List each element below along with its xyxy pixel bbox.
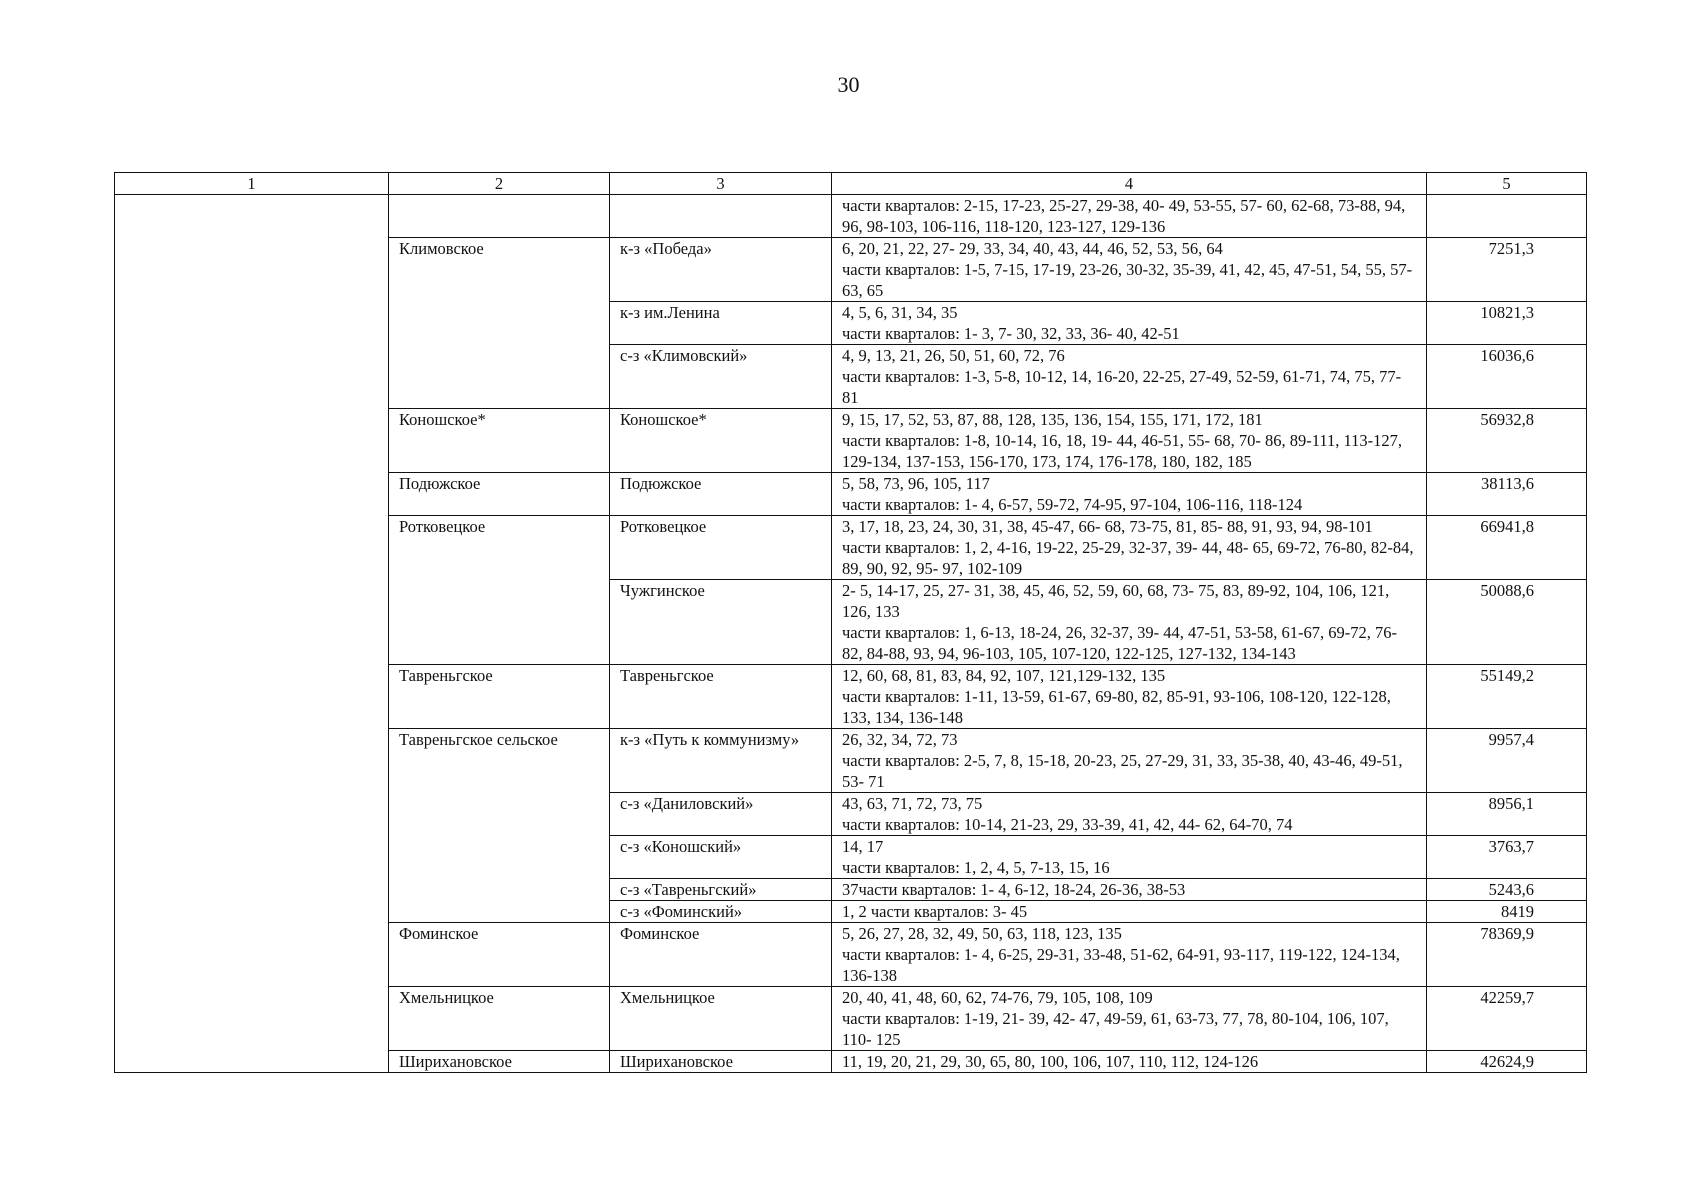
quarters-cell [832,1051,1427,1073]
area-cell: 5243,6 [1427,879,1587,901]
area-cell: 55149,2 [1427,665,1587,729]
column-header-3: 3 [610,173,832,195]
quarters-full: 4, 5, 6, 31, 34, 35 [842,303,958,322]
column-header-4: 4 [832,173,1427,195]
quarters-full: 14, 17 [842,837,884,856]
settlement-cell: Фоминское [389,923,610,987]
settlement-cell: Хмельницкое [389,987,610,1051]
area-cell: 42259,7 [1427,987,1587,1051]
quarters-partial: части кварталов: 1, 6-13, 18-24, 26, 32-37, 39- 44, 47-51, 53-58, 61-67, 69-72, 76-82, 84-88, 93, 94, 96-103, 105, 107-120, 122-125, 127-132, 134-143 [842,623,1397,663]
quarters-cell [832,793,1427,836]
quarters-cell [832,238,1427,302]
quarters-cell [832,901,1427,923]
quarters-full: 37части кварталов: 1- 4, 6-12, 18-24, 26-36, 38-53 [842,880,1186,899]
quarters-partial: части кварталов: 10-14, 21-23, 29, 33-39, 41, 42, 44- 62, 64-70, 74 [842,815,1293,834]
quarters-partial: части кварталов: 2-5, 7, 8, 15-18, 20-23, 25, 27-29, 31, 33, 35-38, 40, 43-46, 49-51, 53- 71 [842,751,1403,791]
area-cell: 10821,3 [1427,302,1587,345]
forestry-cell: Тавреньгское [610,665,832,729]
forestry-cell: Коношское* [610,409,832,473]
quarters-partial: части кварталов: 1- 4, 6-25, 29-31, 33-48, 51-62, 64-91, 93-117, 119-122, 124-134, 136-138 [842,945,1400,985]
area-cell: 78369,9 [1427,923,1587,987]
quarters-partial: части кварталов: 1- 4, 6-57, 59-72, 74-95, 97-104, 106-116, 118-124 [842,495,1303,514]
quarters-partial: части кварталов: 1-8, 10-14, 16, 18, 19- 44, 46-51, 55- 68, 70- 86, 89-111, 113-127, 129-134, 137-153, 156-170, 173, 174, 176-178, 180, 182, 185 [842,431,1403,471]
forestry-cell: Хмельницкое [610,987,832,1051]
settlement-cell: Ротковецкое [389,516,610,665]
quarters-cell [832,345,1427,409]
quarters-cell [832,836,1427,879]
quarters-cell [832,879,1427,901]
area-cell: 3763,7 [1427,836,1587,879]
quarters-full: 3, 17, 18, 23, 24, 30, 31, 38, 45-47, 66- 68, 73-75, 81, 85- 88, 91, 93, 94, 98-101 [842,517,1373,536]
quarters-partial: части кварталов: 1-11, 13-59, 61-67, 69-80, 82, 85-91, 93-106, 108-120, 122-128, 133, 134, 136-148 [842,687,1391,727]
quarters-full: 9, 15, 17, 52, 53, 87, 88, 128, 135, 136, 154, 155, 171, 172, 181 [842,410,1263,429]
quarters-partial: части кварталов: 1, 2, 4-16, 19-22, 25-29, 32-37, 39- 44, 48- 65, 69-72, 76-80, 82-84, 89, 90, 92, 95- 97, 102-109 [842,538,1414,578]
quarters-partial: части кварталов: 1-5, 7-15, 17-19, 23-26, 30-32, 35-39, 41, 42, 45, 47-51, 54, 55, 57- 63, 65 [842,260,1413,300]
quarters-partial: части кварталов: 1, 2, 4, 5, 7-13, 15, 16 [842,858,1110,877]
area-cell: 50088,6 [1427,580,1587,665]
forestry-cell: с-з «Даниловский» [610,793,832,836]
quarters-full: 5, 26, 27, 28, 32, 49, 50, 63, 118, 123, 135 [842,924,1122,943]
forestry-cell: к-з «Путь к коммунизму» [610,729,832,793]
settlement-cell: Коношское* [389,409,610,473]
forestry-cell: с-з «Тавреньгский» [610,879,832,901]
settlement-cell: Климовское [389,238,610,409]
quarters-cell [832,923,1427,987]
column-header-2: 2 [389,173,610,195]
header-row [115,173,1587,195]
page-number: 30 [837,72,860,97]
forestry-cell: с-з «Коношский» [610,836,832,879]
quarters-cell [832,987,1427,1051]
quarters-cell [832,302,1427,345]
forest-table [114,172,1587,1073]
quarters-full: 11, 19, 20, 21, 29, 30, 65, 80, 100, 106, 107, 110, 112, 124-126 [842,1052,1259,1071]
quarters-full: 4, 9, 13, 21, 26, 50, 51, 60, 72, 76 [842,346,1065,365]
settlement-cell: Подюжское [389,473,610,516]
quarters-full: 6, 20, 21, 22, 27- 29, 33, 34, 40, 43, 44, 46, 52, 53, 56, 64 [842,239,1223,258]
forestry-cell: Шириханoвское [610,1051,832,1073]
quarters-full: 12, 60, 68, 81, 83, 84, 92, 107, 121,129-132, 135 [842,666,1166,685]
quarters-partial: части кварталов: 1-3, 5-8, 10-12, 14, 16-20, 22-25, 27-49, 52-59, 61-71, 74, 75, 77- 81 [842,367,1402,407]
quarters-partial: части кварталов: 2-15, 17-23, 25-27, 29-38, 40- 49, 53-55, 57- 60, 62-68, 73-88, 94, 96, 98-103, 106-116, 118-120, 123-127, 129-136 [842,196,1406,236]
forestry-cell: Фоминское [610,923,832,987]
area-cell: 7251,3 [1427,238,1587,302]
settlement-cell: Шириханoвское [389,1051,610,1073]
forestry-cell [610,195,832,238]
settlement-cell: Тавреньгское [389,665,610,729]
quarters-full: 43, 63, 71, 72, 73, 75 [842,794,983,813]
settlement-cell [389,195,610,238]
quarters-cell [832,409,1427,473]
quarters-full: 20, 40, 41, 48, 60, 62, 74-76, 79, 105, 108, 109 [842,988,1153,1007]
quarters-full: 1, 2 части кварталов: 3- 45 [842,902,1028,921]
area-cell [1427,195,1587,238]
quarters-cell [832,195,1427,238]
quarters-partial: части кварталов: 1- 3, 7- 30, 32, 33, 36- 40, 42-51 [842,324,1180,343]
column-header-1: 1 [115,173,389,195]
quarters-full: 26, 32, 34, 72, 73 [842,730,958,749]
table-row [115,195,1587,238]
quarters-full: 5, 58, 73, 96, 105, 117 [842,474,990,493]
column-header-5: 5 [1427,173,1587,195]
quarters-cell [832,729,1427,793]
area-cell: 42624,9 [1427,1051,1587,1073]
quarters-full: 2- 5, 14-17, 25, 27- 31, 38, 45, 46, 52, 59, 60, 68, 73- 75, 83, 89-92, 104, 106, 121, 126, 133 [842,581,1390,621]
forestry-cell: к-з им.Ленина [610,302,832,345]
quarters-cell [832,473,1427,516]
quarters-cell [832,580,1427,665]
area-cell: 8956,1 [1427,793,1587,836]
forestry-cell: Подюжское [610,473,832,516]
forestry-cell: Ротковецкое [610,516,832,580]
forestry-cell: с-з «Фоминский» [610,901,832,923]
area-cell: 66941,8 [1427,516,1587,580]
forestry-cell: с-з «Климовский» [610,345,832,409]
area-cell: 9957,4 [1427,729,1587,793]
quarters-cell [832,665,1427,729]
quarters-cell [832,516,1427,580]
area-cell: 56932,8 [1427,409,1587,473]
column-1-cell [115,195,389,1073]
forestry-cell: к-з «Победа» [610,238,832,302]
forestry-cell: Чужгинское [610,580,832,665]
area-cell: 8419 [1427,901,1587,923]
quarters-partial: части кварталов: 1-19, 21- 39, 42- 47, 49-59, 61, 63-73, 77, 78, 80-104, 106, 107, 110- 125 [842,1009,1389,1049]
area-cell: 38113,6 [1427,473,1587,516]
settlement-cell: Тавреньгское сельское [389,729,610,923]
area-cell: 16036,6 [1427,345,1587,409]
